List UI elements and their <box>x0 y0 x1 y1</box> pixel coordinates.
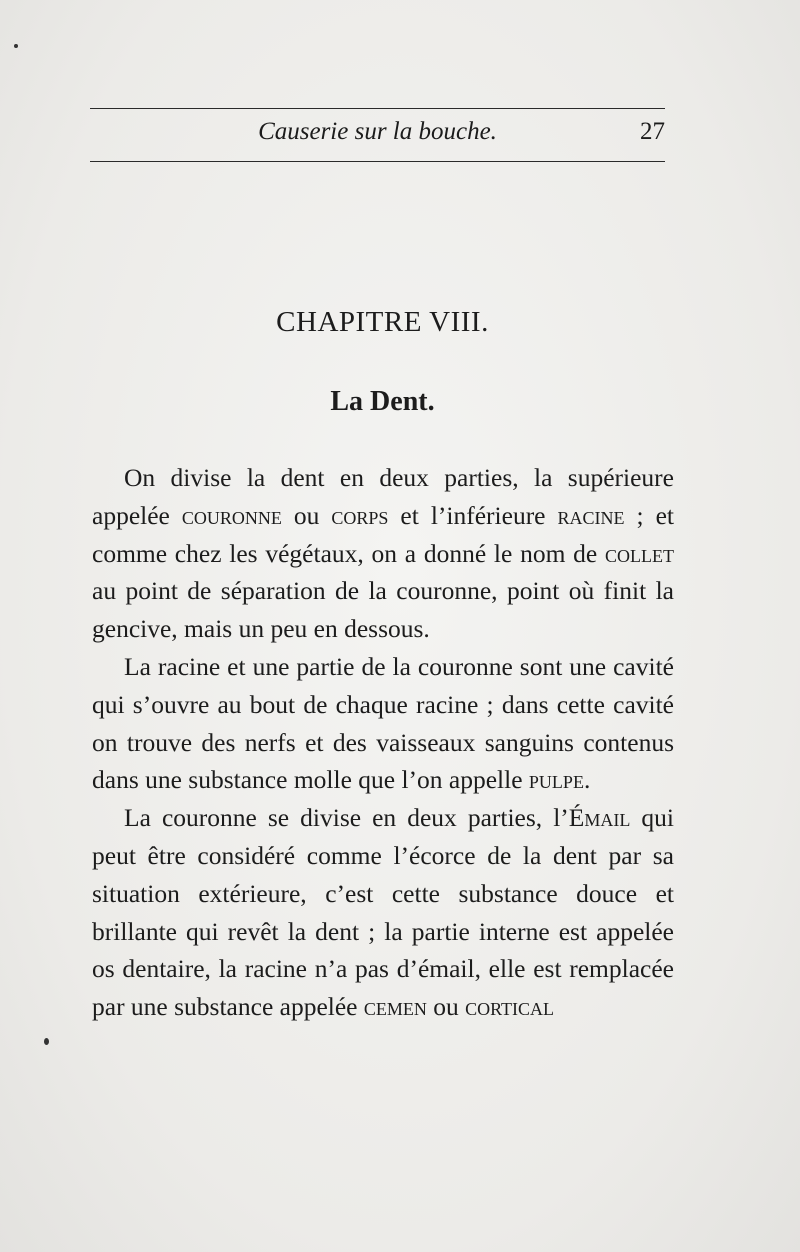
paragraph <box>92 799 674 1026</box>
text-run: qui peut être considéré comme l’écorce de la dent par sa situation extérieure, c’est cette substance douce et brillante qui revêt la dent ; la partie interne est appelée os dentaire, la racine n’a pas d’émail, elle est remplacée par une substance appelée <box>92 803 675 1022</box>
paragraph <box>92 459 674 648</box>
text-run: . <box>583 765 591 795</box>
small-caps-term: Émail <box>568 803 631 833</box>
small-caps-term: collet <box>605 538 674 568</box>
small-caps-term: couronne <box>181 500 282 530</box>
small-caps-term: pulpe <box>528 765 584 795</box>
body-text <box>92 459 674 1026</box>
text-run: et l’inférieure <box>388 500 558 530</box>
section-title: La Dent. <box>330 386 435 417</box>
running-title: Causerie sur la bouche. <box>258 118 497 145</box>
header-rule-bottom <box>90 161 665 162</box>
text-run: ou <box>426 992 466 1022</box>
header-rule-top <box>90 108 665 109</box>
text-run: ou <box>281 500 332 530</box>
small-caps-term: corps <box>331 500 389 530</box>
ink-speck <box>44 1038 49 1045</box>
page-number: 27 <box>640 118 665 145</box>
small-caps-term: racine <box>557 500 625 530</box>
text-run: La racine et une partie de la couronne sont une cavité qui s’ouvre au bout de chaque racine ; dans cette cavité on trouve des nerfs et des vaisseaux sanguins contenus dans une substance molle que l’on appelle <box>92 651 674 795</box>
ink-speck <box>14 44 18 48</box>
text-run: au point de séparation de la couronne, point où finit la gencive, mais un peu en dessous. <box>92 576 674 644</box>
text-run: On divise la dent en deux parties, la supérieure appelée <box>92 463 674 530</box>
small-caps-term: cemen <box>363 992 427 1022</box>
text-run: ; et comme chez les végétaux, on a donné le nom de <box>92 500 674 568</box>
paragraph <box>92 648 674 799</box>
text-run: La couronne se divise en deux parties, l’ <box>124 803 569 833</box>
running-head <box>90 118 665 152</box>
small-caps-term: cortical <box>465 992 555 1022</box>
chapter-title: CHAPITRE VIII. <box>276 306 489 338</box>
